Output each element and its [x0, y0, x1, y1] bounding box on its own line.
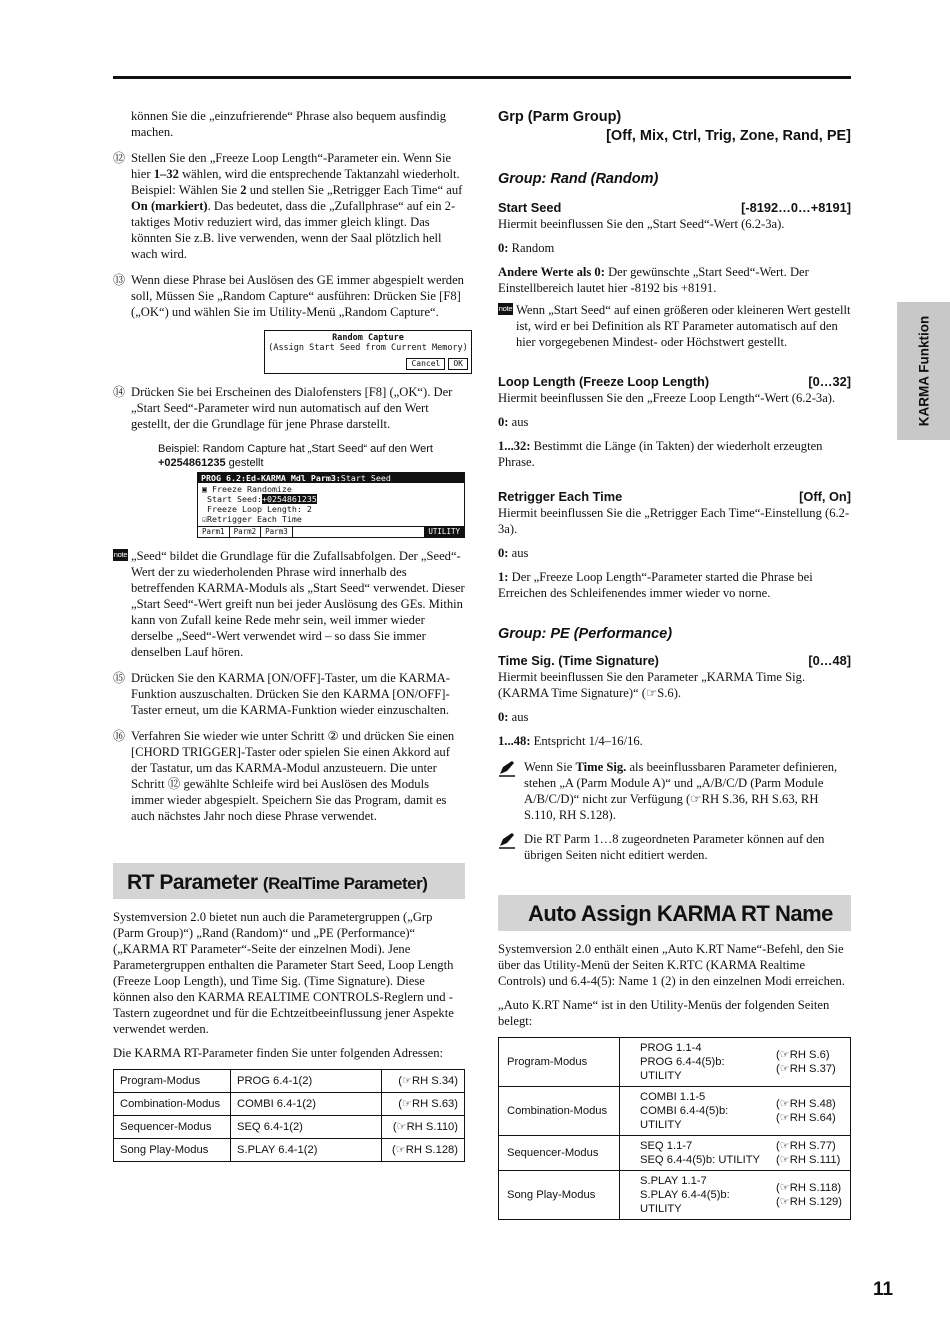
lcd-header-text: PROG 6.2:Ed-KARMA Mdl Parm3: — [201, 473, 341, 483]
warning-text: als beeinflussbaren Parameter definieren, stehen „A (Parm Module A)“ und „A/B/C/D (Parm Module A/B/C/D)“ nicht zur Verfügung (☞RH S.36, RH S.63, RH S.110, RH S.128). — [524, 760, 838, 822]
param-desc: Hiermit beeinflussen Sie den Parameter „KARMA Time Sig. (KARMA Time Signature)“ (☞S.6). — [498, 670, 806, 700]
mode-cell: Program-Modus — [114, 1070, 231, 1093]
lcd-line — [202, 484, 460, 494]
step-number: ⑮ — [113, 671, 126, 685]
step-14 — [113, 384, 465, 432]
value-text: Der „Freeze Loop Length“-Parameter started die Phrase bei Erreichen des Schleifenendes immer wieder vo norne. — [498, 570, 813, 600]
page-ref: COMBI 6.4-4(5)b: UTILITY — [640, 1105, 729, 1131]
lcd-body — [198, 483, 464, 526]
lcd-tabs — [198, 526, 464, 537]
left-column — [113, 108, 468, 1162]
refs-cell — [772, 1171, 851, 1220]
refs-cell — [772, 1087, 851, 1136]
caption-line — [158, 456, 465, 470]
manual-ref: (☞RH S.118) — [776, 1182, 842, 1194]
rt-paragraph-2: Die KARMA RT-Parameter finden Sie unter folgenden Adressen: — [113, 1046, 443, 1060]
caption-line: Beispiel: Random Capture hat „Start Seed“ auf den Wert — [158, 443, 433, 455]
rt-paragraph: Systemversion 2.0 bietet nun auch die Parametergruppen („Grp (Parm Group)“) „Rand (Random)“ und „PE (Performance)“ („KARMA RT Parameter“-Seite der einzelnen Modi). Jene Parametergruppen enthalten die Parameter Start Seed, Loop Length (Freeze Loop Length), und Time Sig. (Time Signature). Diese können also den KARMA REALTIME CONTROLS-Reglern und -Tastern zugeordnet und für die Echtzeitbeeinflussung jener Aspekte verwendet werden. — [113, 910, 454, 1036]
step-16 — [113, 728, 465, 824]
param-value — [498, 264, 851, 296]
heading-sub: (RealTime Parameter) — [262, 874, 428, 893]
param-value — [498, 709, 851, 725]
auto-paragraph-2: „Auto K.RT Name“ ist in den Utility-Menüs der folgenden Seiten belegt: — [498, 998, 830, 1028]
auto-name-table — [498, 1037, 851, 1220]
param-range: [0…32] — [808, 374, 851, 389]
tab-parm3[interactable]: Parm3 — [261, 527, 293, 537]
loop-length-title — [498, 374, 851, 390]
lcd-header-small: Start Seed — [340, 473, 391, 483]
manual-ref: (☞RH S.64) — [776, 1112, 836, 1124]
ref-cell: (☞RH S.63) — [382, 1093, 465, 1116]
warning-time-sig — [498, 759, 851, 823]
mode-cell: Song Play-Modus — [114, 1139, 231, 1162]
side-tab-label: KARMA Funktion — [916, 315, 931, 427]
ref-cell: (☞RH S.128) — [382, 1139, 465, 1162]
checkbox-icon: ▣ — [202, 484, 207, 494]
manual-ref: (☞RH S.6) — [776, 1049, 830, 1061]
value-text: Der gewünschte „Start Seed“-Wert. Der Einstellbereich lautet hier -8192 bis +8191. — [498, 265, 809, 295]
warning-rt-parm — [498, 831, 851, 863]
step-15 — [113, 670, 465, 718]
note-text: „Seed“ bildet die Grundlage für die Zufallsabfolgen. Der „Seed“-Wert der zu wiederholenden Phrase wird innerhalb des betreffenden KARMA-Moduls als „Start Seed“ verwendet. Dieser „Start Seed“-Wert greift nun bei jeder Auslösung des GEs. Mithin kann von Zufall keine Rede mehr sein, weil immer wieder derselbe „Seed“-Wert verwendet wird – so dass Sie immer denselben Lauf hören. — [131, 549, 465, 659]
param-value — [498, 733, 851, 749]
manual-ref: (☞RH S.37) — [776, 1063, 836, 1075]
auto-paragraph-1: Systemversion 2.0 enthält einen „Auto K.RT Name“-Befehl, den Sie über das Utility-Menü der Seiten K.RTC (KARMA Realtime Controls) und 6.4-4(5): Name 1 (2) in den einzelnen Modi erreichen. — [498, 942, 845, 988]
refs-cell — [772, 1038, 851, 1087]
start-seed-value[interactable]: +0254861235 — [261, 494, 317, 504]
value-text: Entspricht 1/4–16/16. — [530, 734, 643, 748]
table-row — [499, 1171, 851, 1220]
step-bold: 2 — [240, 183, 247, 197]
page-ref: SEQ 6.4-4(5)b: UTILITY — [640, 1154, 760, 1166]
cancel-button[interactable]: Cancel — [406, 358, 445, 370]
auto-assign-heading: Auto Assign KARMA RT Name — [498, 895, 851, 931]
step-bold: On (markiert) — [131, 199, 208, 213]
param-desc: Hiermit beeinflussen Sie den „Freeze Loop Length“-Wert (6.2-3a). — [498, 391, 836, 405]
lcd-line-label: Start Seed: — [207, 494, 262, 504]
step-text: Drücken Sie bei Erscheinen des Dialofensters [F8] („OK“). Der „Start Seed“-Parameter wird nun automatisch auf den Wert gestellt, der die Grundlage für jene Phrase darstellt. — [131, 385, 453, 431]
note-icon: note — [498, 304, 513, 313]
value-label: 1...32: — [498, 439, 531, 453]
value-label: Andere Werte als 0: — [498, 265, 605, 279]
manual-ref: (☞RH S.77) — [776, 1140, 836, 1152]
ref-cell: (☞RH S.110) — [382, 1116, 465, 1139]
step-number: ⑭ — [113, 385, 126, 399]
table-row — [114, 1093, 465, 1116]
value-text: Random — [508, 241, 555, 255]
value-label: 0: — [498, 546, 509, 560]
pen-warning-icon — [498, 759, 516, 777]
manual-ref: (☞RH S.48) — [776, 1098, 836, 1110]
table-row — [499, 1087, 851, 1136]
warning-text: Wenn Sie — [524, 760, 576, 774]
note-seed — [113, 548, 465, 660]
refs-cell — [772, 1136, 851, 1171]
tab-parm2[interactable]: Parm2 — [230, 527, 262, 537]
step-13 — [113, 272, 465, 320]
mode-cell: Program-Modus — [499, 1038, 620, 1087]
page-number: 11 — [873, 1279, 894, 1300]
param-desc: Hiermit beeinflussen Sie den „Start Seed“-Wert (6.2-3a). — [498, 217, 785, 231]
dialog-subtitle: (Assign Start Seed from Current Memory) — [268, 343, 468, 353]
right-column — [498, 108, 851, 1220]
param-range: [Off, On] — [799, 489, 851, 504]
pages-cell — [620, 1136, 773, 1171]
param-name: Time Sig. (Time Signature) — [498, 653, 659, 668]
table-row — [114, 1116, 465, 1139]
page-cell: SEQ 6.4-1(2) — [231, 1116, 382, 1139]
page-cell: PROG 6.4-1(2) — [231, 1070, 382, 1093]
page-ref: PROG 6.4-4(5)b: UTILITY — [640, 1056, 725, 1082]
step-12 — [113, 150, 465, 262]
mode-cell: Sequencer-Modus — [114, 1116, 231, 1139]
lcd-header — [198, 473, 464, 483]
step-text: und stellen Sie „Retrigger Each Time“ auf — [246, 183, 463, 197]
note-text: Wenn „Start Seed“ auf einen größeren oder kleineren Wert gestellt ist, wird er bei Definition als RT Parameter automatisch auf den hier vorgegebenen Mindest- oder Höchstwert gestellt. — [516, 303, 851, 349]
param-value — [498, 414, 851, 430]
side-tab — [897, 302, 950, 440]
group-rand-heading: Group: Rand (Random) — [498, 171, 659, 187]
tab-spacer — [293, 527, 425, 537]
step-text: Wenn diese Phrase bei Auslösen des GE immer abgespielt werden soll, Müssen Sie „Random Capture“ ausführen: Drücken Sie [F8] („OK“) und wählen Sie im Utility-Menü „Random Capture“. — [131, 273, 464, 319]
pages-cell — [620, 1171, 773, 1220]
pages-cell — [620, 1087, 773, 1136]
rt-address-table — [113, 1069, 465, 1162]
random-capture-dialog — [264, 330, 472, 374]
caption-text: gestellt — [225, 457, 264, 469]
ref-cell: (☞RH S.34) — [382, 1070, 465, 1093]
table-row — [114, 1139, 465, 1162]
lcd-line-text: Retrigger Each Time — [207, 514, 302, 524]
mode-cell: Song Play-Modus — [499, 1171, 620, 1220]
pen-warning-icon — [498, 831, 516, 849]
step-text: Stellen Sie den „Freeze Loop Length“-Parameter ein. Wenn Sie hier — [131, 151, 452, 181]
page-ref: PROG 1.1-4 — [640, 1042, 702, 1054]
value-text: Bestimmt die Länge (in Takten) der wiederholt erzeugten Phrase. — [498, 439, 823, 469]
param-name: Retrigger Each Time — [498, 489, 623, 504]
value-label: 1...48: — [498, 734, 531, 748]
mode-cell: Combination-Modus — [114, 1093, 231, 1116]
mode-cell: Sequencer-Modus — [499, 1136, 620, 1171]
param-value — [498, 545, 851, 561]
grp-values: [Off, Mix, Ctrl, Trig, Zone, Rand, PE] — [606, 128, 851, 144]
intro-text: können Sie die „einzufrierende“ Phrase also bequem ausfindig machen. — [131, 109, 447, 139]
warning-bold: Time Sig. — [575, 760, 627, 774]
time-sig-title — [498, 653, 851, 669]
dialog-buttons — [268, 358, 468, 370]
grp-title: Grp (Parm Group) — [498, 109, 622, 125]
tab-parm1[interactable]: Parm1 — [198, 527, 230, 537]
dialog-title: Random Capture — [332, 333, 404, 343]
page-ref: SEQ 1.1-7 — [640, 1140, 693, 1152]
table-row — [114, 1070, 465, 1093]
page-cell: COMBI 6.4-1(2) — [231, 1093, 382, 1116]
group-pe-heading: Group: PE (Performance) — [498, 626, 673, 642]
value-label: 0: — [498, 710, 509, 724]
manual-ref: (☞RH S.111) — [776, 1154, 841, 1166]
param-value — [498, 240, 851, 256]
param-value — [498, 438, 851, 470]
heading-main: RT Parameter — [127, 871, 263, 894]
lcd-screenshot — [197, 472, 465, 538]
param-range: [-8192…0…+8191] — [741, 200, 851, 215]
rt-parameter-heading — [113, 863, 465, 899]
page-cell: S.PLAY 6.4-1(2) — [231, 1139, 382, 1162]
step-number: ⑫ — [113, 151, 126, 165]
step-text: Verfahren Sie wieder wie unter Schritt ② und drücken Sie einen [CHORD TRIGGER]-Taster oder spielen Sie einen Akkord auf der Tastatur, um das KARMA-Modul anzusteuern. Die unter Schritt ⑫ gewählte Schleife wird bei Auslösen des Moduls immer wieder abgespielt. Speichern Sie das Program, damit es auch nächstes Jahr noch diese Phrase verwendet. — [131, 729, 455, 823]
step-number: ⑬ — [113, 273, 126, 287]
retrigger-title — [498, 489, 851, 505]
param-range: [0…48] — [808, 653, 851, 668]
start-seed-title — [498, 200, 851, 216]
pages-cell — [620, 1038, 773, 1087]
note-start-seed — [498, 302, 851, 350]
warning-text: Die RT Parm 1…8 zugeordneten Parameter können auf den übrigen Seiten nicht editiert werden. — [524, 832, 825, 862]
table-row — [499, 1038, 851, 1087]
param-name: Start Seed — [498, 200, 562, 215]
value-text: aus — [508, 710, 529, 724]
lcd-line — [202, 514, 460, 524]
value-label: 1: — [498, 570, 509, 584]
value-text: aus — [508, 415, 529, 429]
lcd-line-text: Freeze Randomize — [212, 484, 292, 494]
example-caption — [158, 442, 465, 470]
tab-utility[interactable]: UTILITY — [424, 527, 464, 537]
manual-ref: (☞RH S.129) — [776, 1196, 842, 1208]
caption-value: +0254861235 — [158, 457, 226, 469]
step-text: Drücken Sie den KARMA [ON/OFF]-Taster, um die KARMA-Funktion auszuschalten. Drücken Sie den KARMA [ON/OFF]-Taster erneut, um die KARMA-Funktion wieder einzuschalten. — [131, 671, 451, 717]
checked-box-icon: ☑ — [202, 514, 207, 524]
lcd-line-text: Freeze Loop Length: 2 — [207, 504, 312, 514]
page-ref: S.PLAY 1.1-7 — [640, 1175, 707, 1187]
table-row — [499, 1136, 851, 1171]
note-icon: note — [113, 550, 128, 559]
value-text: aus — [508, 546, 529, 560]
param-value — [498, 569, 851, 601]
page-ref: S.PLAY 6.4-4(5)b: UTILITY — [640, 1189, 730, 1215]
lcd-line — [202, 494, 460, 504]
param-desc: Hiermit beeinflussen Sie die „Retrigger Each Time“-Einstellung (6.2-3a). — [498, 506, 850, 536]
top-rule — [113, 76, 851, 79]
step-text: wählen, wird die entsprechende Taktanzahl wiederholt. Beispiel: Wählen Sie — [131, 167, 460, 197]
value-label: 0: — [498, 241, 509, 255]
step-text: . Das bedeutet, dass die „Zufallphrase“ auf ein 2-taktiges Motiv reduziert wird, das immer gleich klingt. Das könnten Sie z.B. live verwenden, wenn der Saal plötzlich hell wach wird. — [131, 199, 456, 261]
param-name: Loop Length (Freeze Loop Length) — [498, 374, 710, 389]
value-label: 0: — [498, 415, 509, 429]
lcd-line — [202, 504, 460, 514]
page-ref: COMBI 1.1-5 — [640, 1091, 706, 1103]
ok-button[interactable]: OK — [448, 358, 468, 370]
mode-cell: Combination-Modus — [499, 1087, 620, 1136]
step-bold: 1–32 — [153, 167, 179, 181]
step-number: ⑯ — [113, 729, 126, 743]
